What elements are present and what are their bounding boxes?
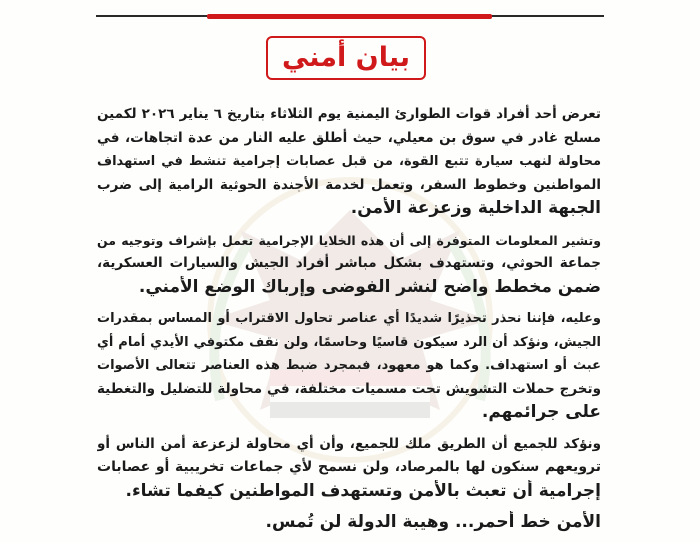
paragraph-5-closing xyxy=(97,511,601,535)
statement-body xyxy=(97,103,601,543)
text-line: جماعة الحوثي، وتستهدف بشكل مباشر أفراد الجيش والسيارات العسكرية، xyxy=(97,255,601,271)
page-title: بيان أمني xyxy=(281,41,411,73)
paragraph-3 xyxy=(97,307,601,425)
closing-line: الأمن خط أحمر... وهيبة الدولة لن تُمس. xyxy=(265,512,601,532)
paragraph-4 xyxy=(97,433,601,504)
text-line: تعرض أحد أفراد قوات الطوارئ اليمنية يوم الثلاثاء بتاريخ ٦ يناير ٢٠٢٦ لكمين xyxy=(97,106,601,122)
text-line: عبث أو استهداف. وكما هو معهود، فبمجرد ضبط هذه العناصر تتعالى الأصوات xyxy=(97,358,601,373)
title-box xyxy=(266,36,426,80)
paragraph-2 xyxy=(97,229,601,300)
text-line: الجيش، ونؤكد أن الرد سيكون قاسيًا وحاسمًا، ولن نقف مكتوفي الأيدي أمام أي xyxy=(97,334,601,350)
text-line: وتشير المعلومات المتوفرة إلى أن هذه الخلايا الإجرامية تعمل بإشراف وتوجيه من xyxy=(97,232,601,248)
text-line: محاولة لنهب سيارة تتبع القوة، من قبل عصابات إجرامية تنشط في استهداف xyxy=(97,154,601,169)
text-line: وعليه، فإننا نحذر تحذيرًا شديدًا أي عناصر تحاول الاقتراب أو المساس بمقدرات xyxy=(97,311,601,326)
text-line: المواطنين وخطوط السفر، وتعمل لخدمة الأجندة الحوثية الرامية إلى ضرب xyxy=(97,176,601,193)
paragraph-1 xyxy=(97,103,601,221)
text-line: إجرامية أن تعبث بالأمن وتستهدف المواطنين كيفما تشاء. xyxy=(125,480,601,501)
text-line: على جرائمهم. xyxy=(481,402,601,422)
text-line: ضمن مخطط واضح لنشر الفوضى وإرباك الوضع الأمني. xyxy=(138,276,601,297)
text-line: ونؤكد للجميع أن الطريق ملك للجميع، وأن أي محاولة لزعزعة أمن الناس أو xyxy=(97,435,601,452)
text-line: وتخرج حملات التشويش تحت مسميات مختلفة، في محاولة للتضليل والتغطية xyxy=(97,380,601,397)
text-line: مسلح غادر في سوق بن معيلي، حيث أطلق عليه النار من عدة اتجاهات، في xyxy=(97,129,601,146)
header-rule-accent xyxy=(207,14,492,19)
text-line: الجبهة الداخلية وزعزعة الأمن. xyxy=(350,198,601,218)
text-line: ترويعهم سنكون لها بالمرصاد، ولن نسمح لأي جماعات تخريبية أو عصابات xyxy=(97,459,601,475)
